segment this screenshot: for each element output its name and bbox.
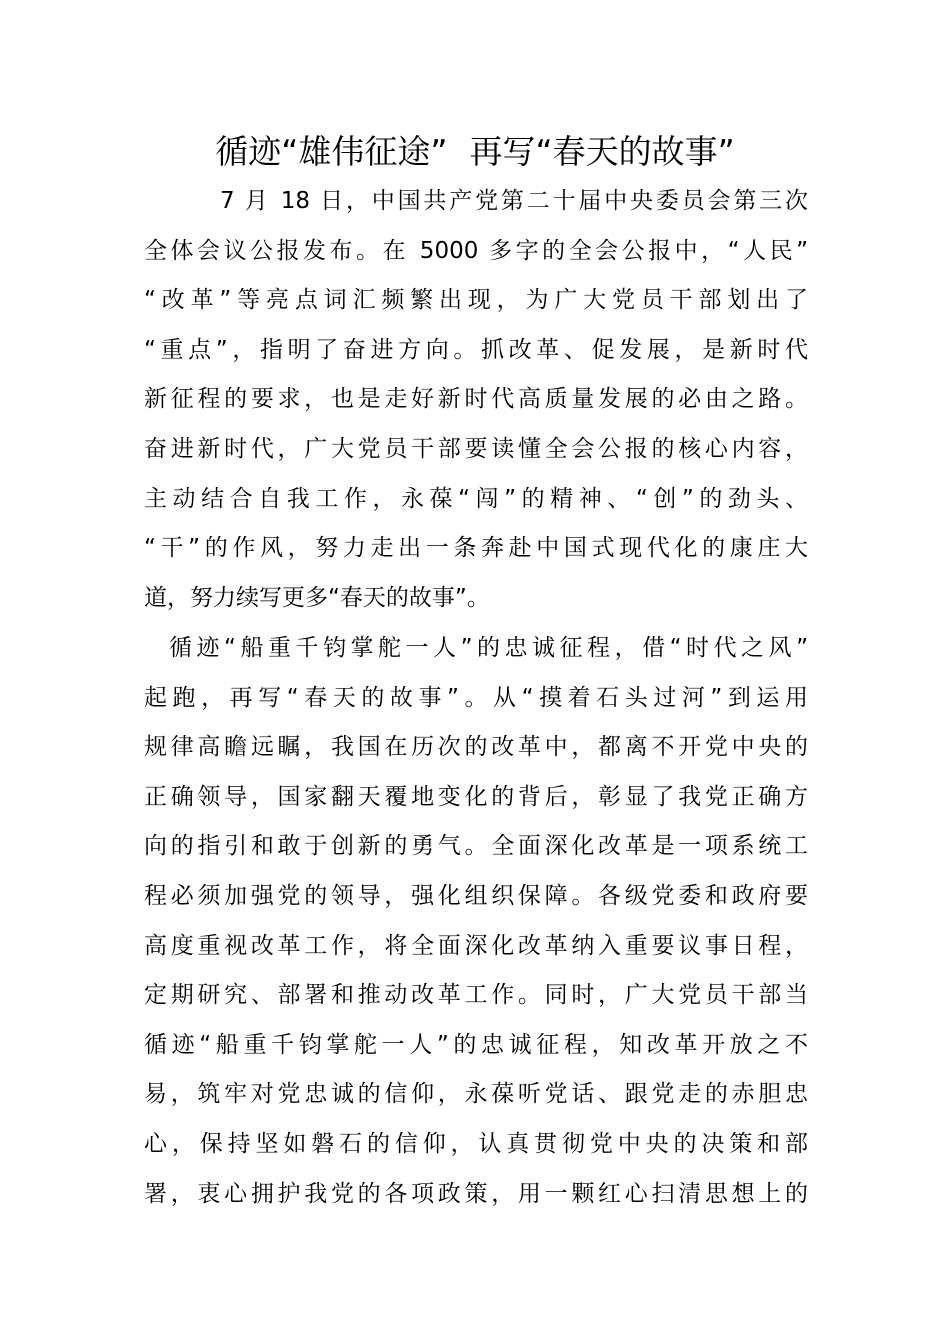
text-line: 道，努力续写更多“春天的故事”。 — [144, 584, 490, 611]
text-line: “干”的作风，努力走出一条奔赴中国式现代化的康庄大 — [144, 535, 808, 562]
text-line: 起跑，再写“春天的故事”。从“摸着石头过河”到运用 — [144, 684, 808, 711]
paragraph-1 — [144, 177, 808, 623]
text-line: 循迹“船重千钧掌舵一人”的忠诚征程，借“时代之风” — [169, 635, 808, 661]
text-line: 新征程的要求，也是走好新时代高质量发展的必由之路。 — [144, 386, 808, 413]
text-line: “重点”，指明了奋进方向。抓改革、促发展，是新时代 — [144, 336, 808, 363]
text-line: 心，保持坚如磐石的信仰，认真贯彻党中央的决策和部 — [144, 1130, 808, 1157]
title-part-2: 再写“春天的故事” — [469, 132, 735, 171]
title-part-1: 循迹“雄伟征途” — [215, 132, 448, 171]
text-line: 署，衷心拥护我党的各项政策，用一颗红心扫清思想上的 — [144, 1180, 808, 1207]
text-line: 规律高瞻远瞩，我国在历次的改革中，都离不开党中央的 — [144, 734, 808, 761]
document-title — [0, 126, 950, 178]
text-line: 高度重视改革工作，将全面深化改革纳入重要议事日程， — [144, 932, 808, 959]
text-line: 全体会议公报发布。在 5000 多字的全会公报中，“人民” — [144, 237, 808, 264]
text-line: 定期研究、部署和推动改革工作。同时，广大党员干部当 — [144, 982, 808, 1009]
text-line: 向的指引和敢于创新的勇气。全面深化改革是一项系统工 — [144, 833, 808, 860]
text-line: 奋进新时代，广大党员干部要读懂全会公报的核心内容， — [144, 435, 808, 462]
text-line: 程必须加强党的领导，强化组织保障。各级党委和政府要 — [144, 882, 808, 909]
text-line: “改革”等亮点词汇频繁出现，为广大党员干部划出了 — [144, 287, 808, 314]
text-line: 易，筑牢对党忠诚的信仰，永葆听党话、跟党走的赤胆忠 — [144, 1081, 808, 1108]
text-line: 7 月 18 日，中国共产党第二十届中央委员会第三次 — [220, 188, 808, 214]
text-line: 正确领导，国家翻天覆地变化的背后，彰显了我党正确方 — [144, 783, 808, 810]
text-line: 循迹“船重千钧掌舵一人”的忠诚征程，知改革开放之不 — [144, 1031, 808, 1058]
paragraph-2 — [144, 624, 808, 1219]
text-line: 主动结合自我工作，永葆“闯”的精神、“创”的劲头、 — [144, 485, 808, 512]
